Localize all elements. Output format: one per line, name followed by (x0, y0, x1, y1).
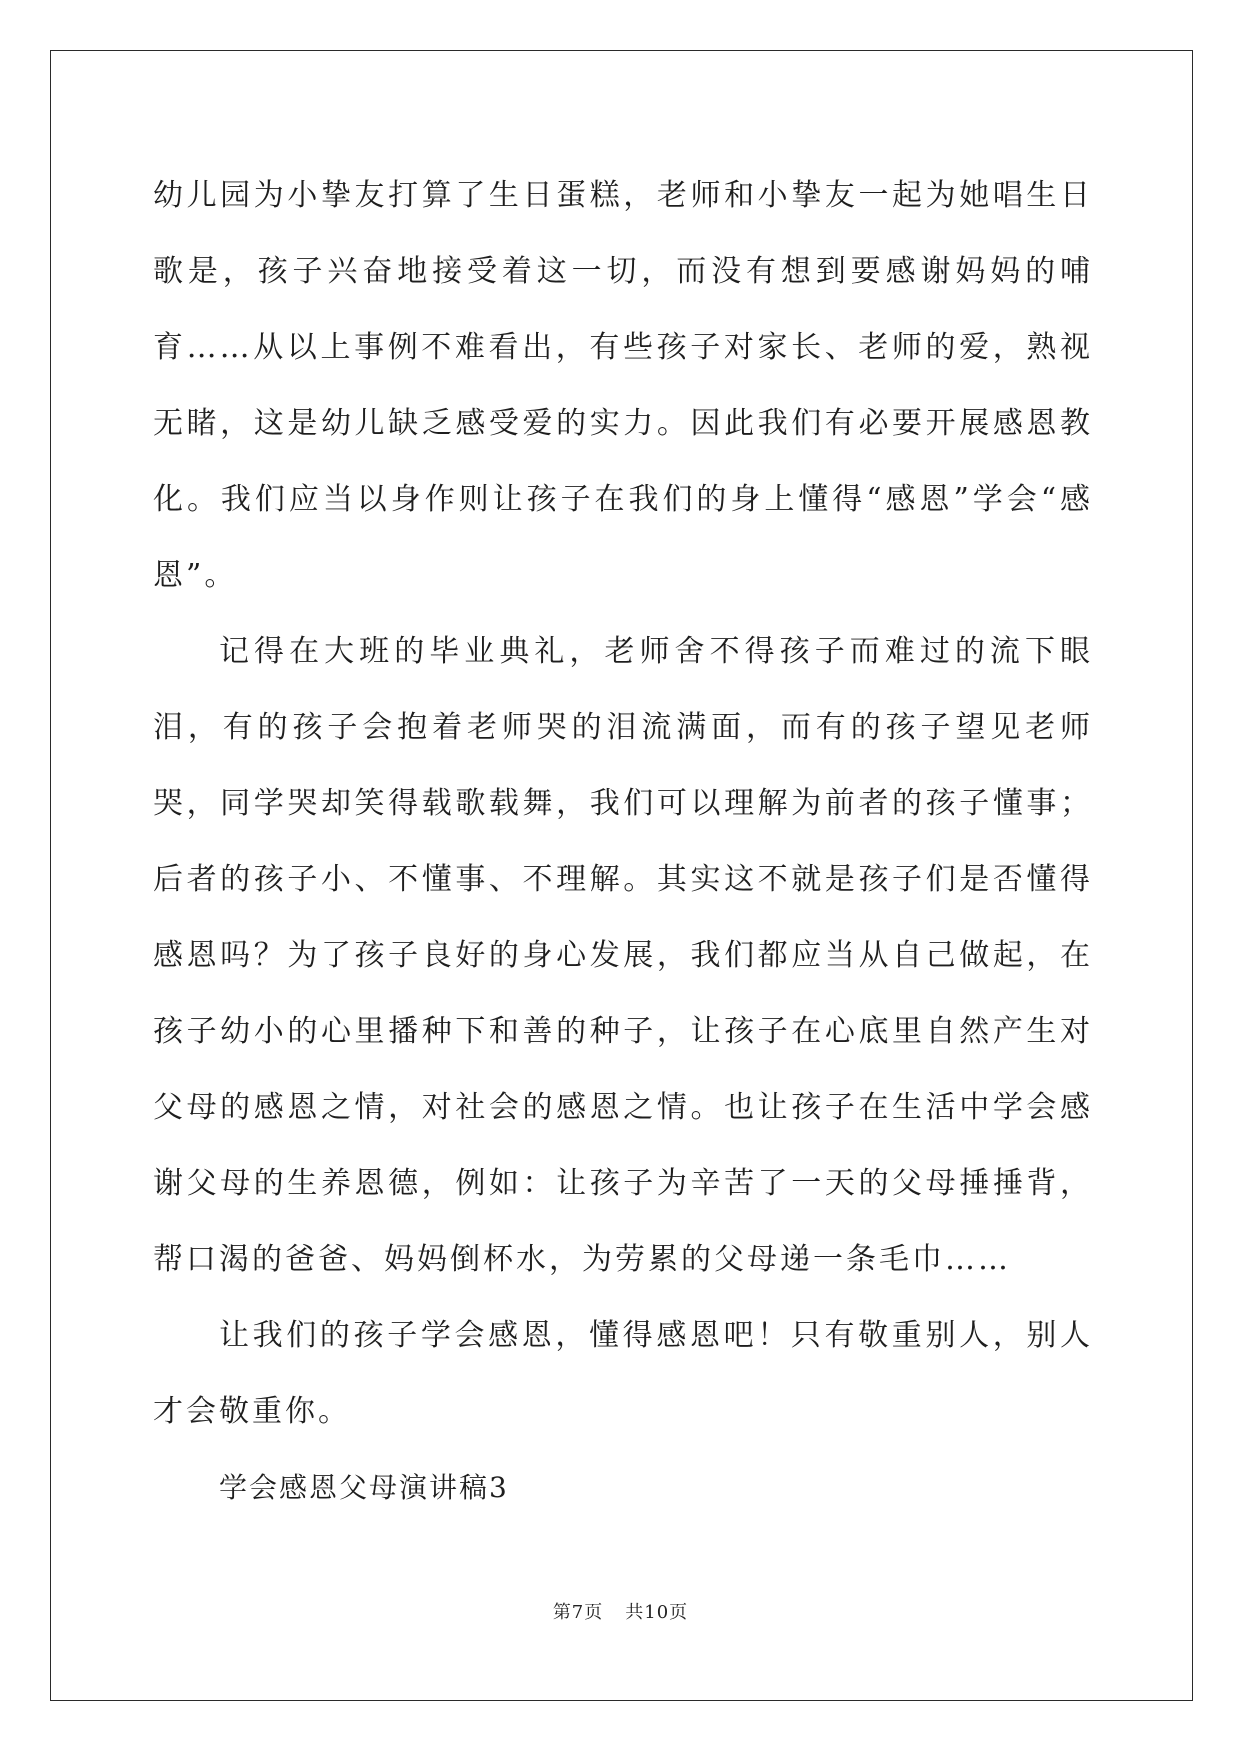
page-footer (0, 1598, 1241, 1624)
section-heading: 学会感恩父母演讲稿3 (219, 1471, 509, 1504)
page-total: 共10页 (625, 1602, 689, 1623)
page-number: 第7页 (552, 1602, 604, 1623)
document-body (153, 158, 1093, 1526)
paragraph-3: 让我们的孩子学会感恩，懂得感恩吧！只有敬重别人，别人才会敬重你。 (153, 1318, 1093, 1429)
paragraph-1: 幼儿园为小挚友打算了生日蛋糕，老师和小挚友一起为她唱生日歌是，孩子兴奋地接受着这一切，而没有想到要感谢妈妈的哺育……从以上事例不难看出，有些孩子对家长、老师的爱，熟视无睹，这是幼儿缺乏感受爱的实力。因此我们有必要开展感恩教化。我们应当以身作则让孩子在我们的身上懂得“感恩”学会“感恩”。 (153, 178, 1093, 593)
paragraph-2: 记得在大班的毕业典礼，老师舍不得孩子而难过的流下眼泪，有的孩子会抱着老师哭的泪流满面，而有的孩子望见老师哭，同学哭却笑得载歌载舞，我们可以理解为前者的孩子懂事；后者的孩子小、不懂事、不理解。其实这不就是孩子们是否懂得感恩吗？为了孩子良好的身心发展，我们都应当从自己做起，在孩子幼小的心里播种下和善的种子，让孩子在心底里自然产生对父母的感恩之情，对社会的感恩之情。也让孩子在生活中学会感谢父母的生养恩德，例如：让孩子为辛苦了一天的父母捶捶背，帮口渴的爸爸、妈妈倒杯水，为劳累的父母递一条毛巾…… (153, 634, 1093, 1277)
